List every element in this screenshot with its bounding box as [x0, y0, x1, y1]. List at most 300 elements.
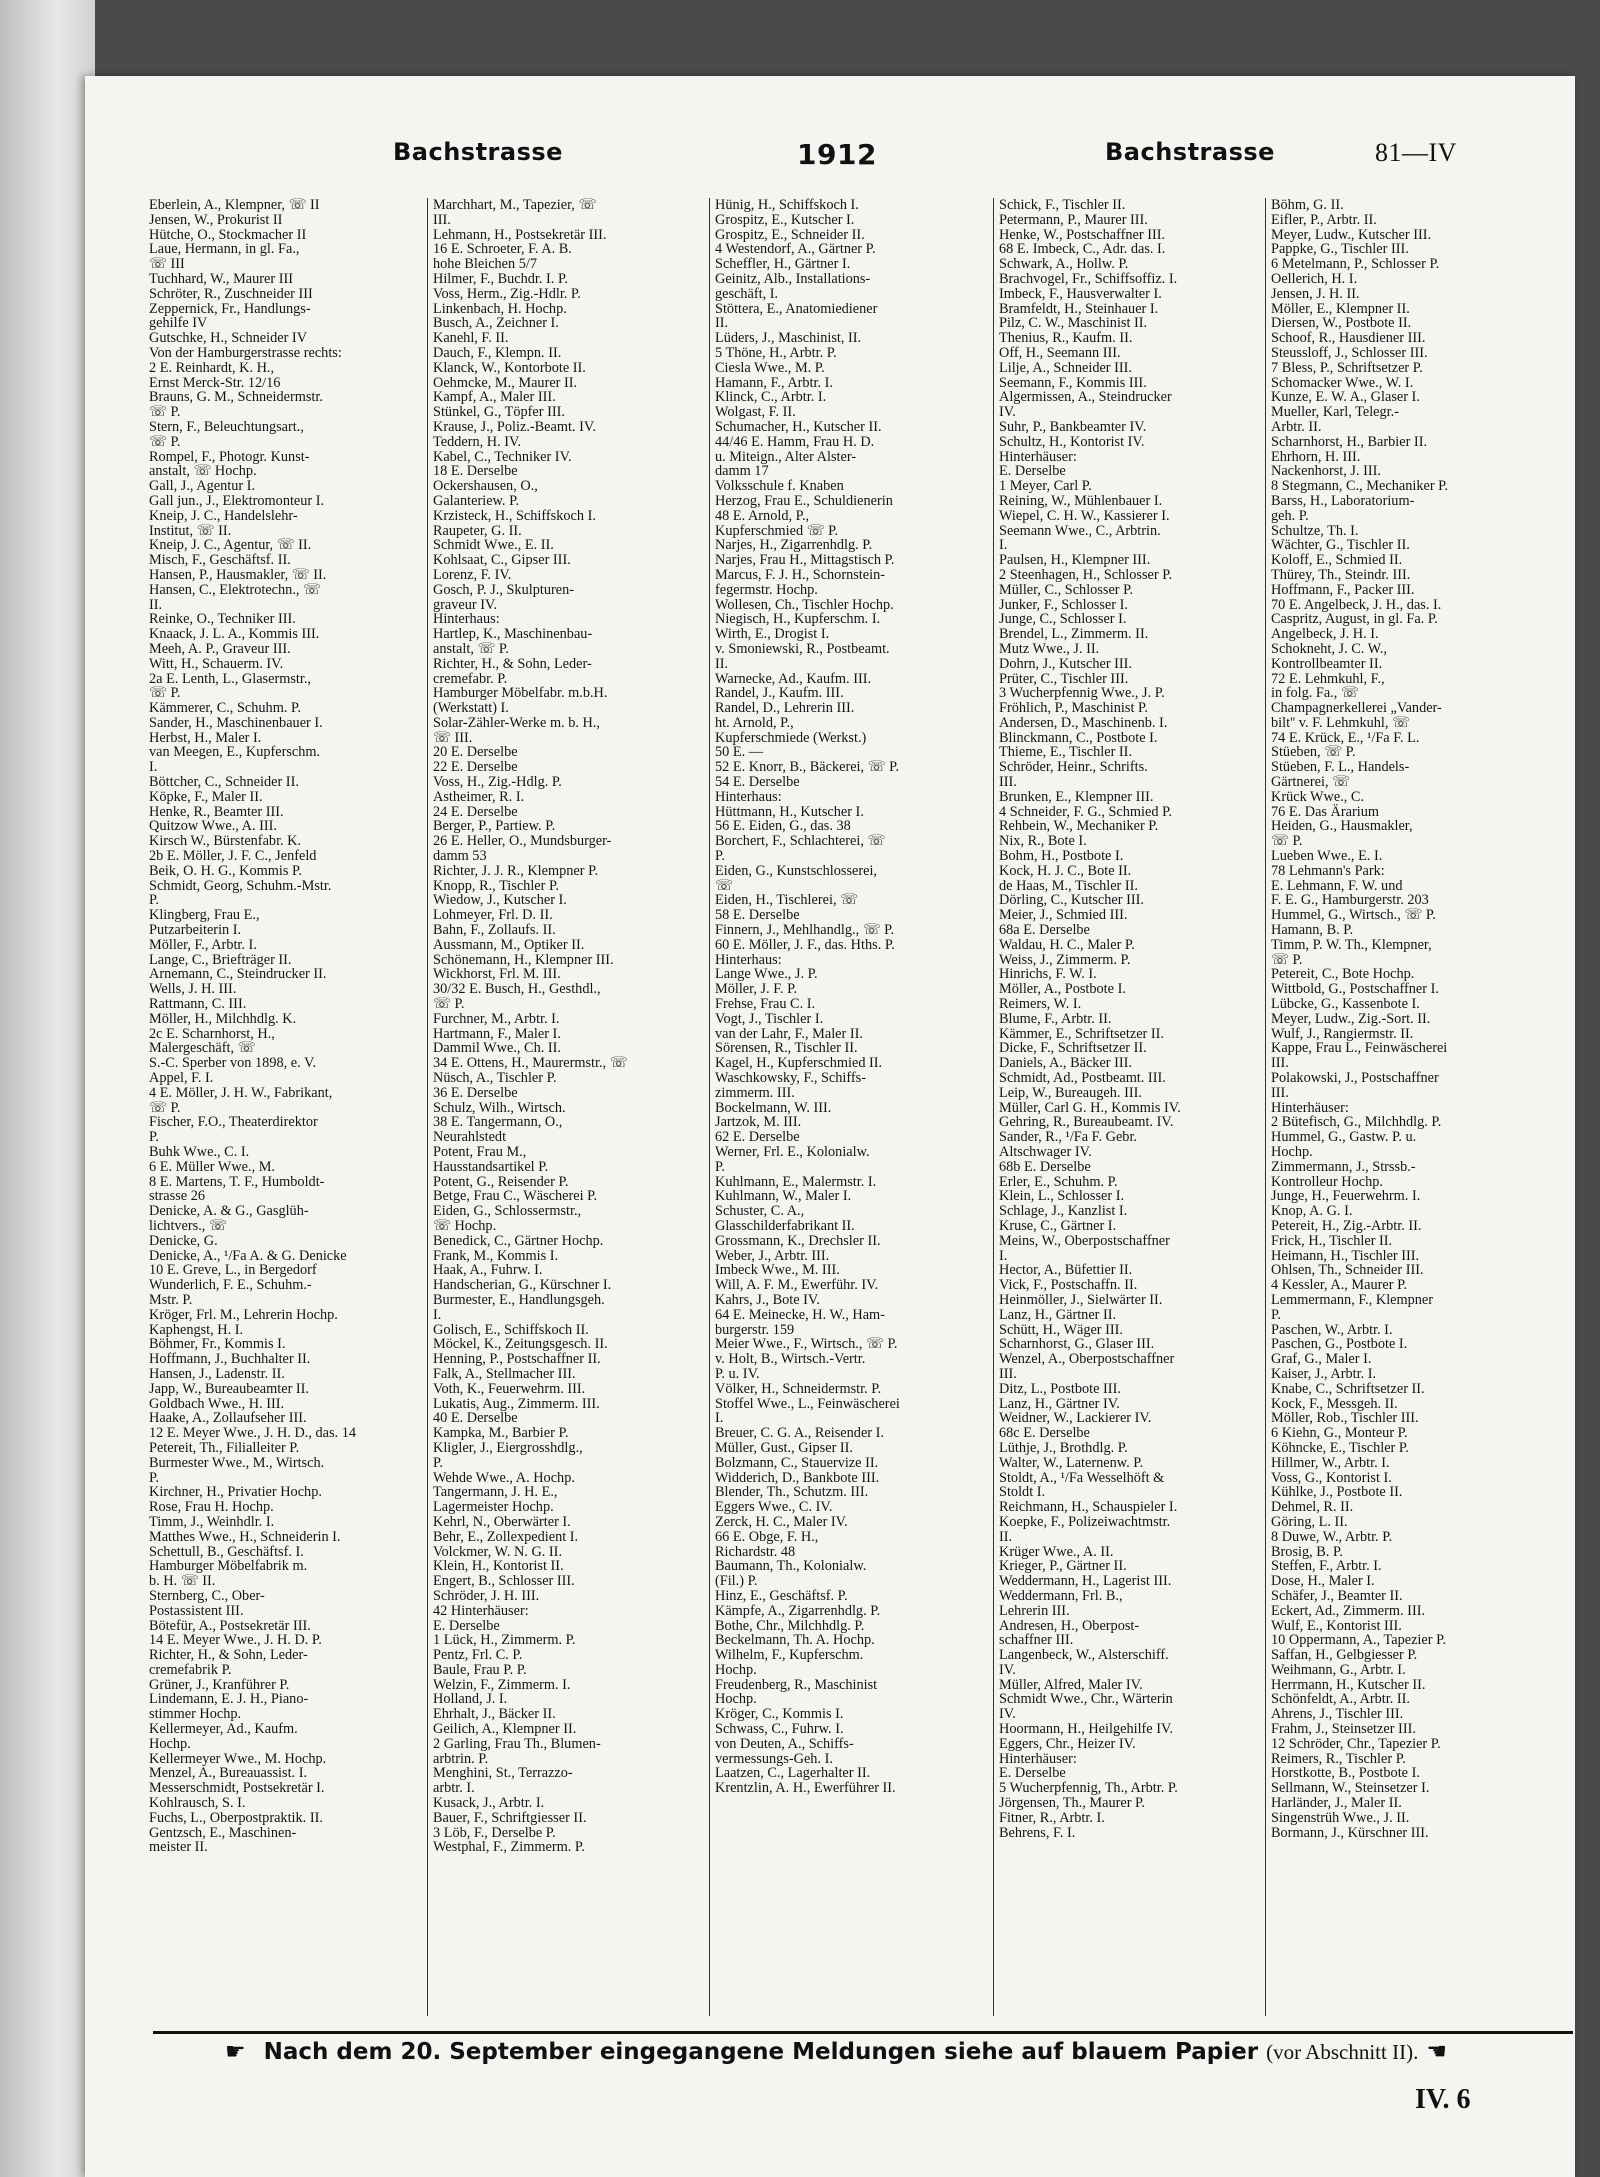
directory-entry: 72 E. Lehmkuhl, F., [1271, 670, 1385, 687]
directory-entry: Kahrs, J., Bote IV. [715, 1291, 820, 1308]
directory-entry: lichtvers., ☏ [149, 1217, 227, 1234]
directory-entry: ☏ III. [433, 729, 473, 746]
directory-entry: Randel, D., Lehrerin III. [715, 700, 855, 717]
directory-entry: Zerck, H. C., Maler IV. [715, 1513, 848, 1530]
directory-entry: Kontrollbeamter II. [1271, 655, 1383, 672]
directory-entry: Schultze, Th. I. [1271, 522, 1359, 539]
directory-entry: 20 E. Derselbe [433, 744, 518, 761]
directory-entry: Petereit, C., Bote Hochp. [1271, 966, 1415, 983]
directory-entry: Zeppernick, Fr., Handlungs- [149, 300, 311, 317]
directory-entry: E. Derselbe [433, 1617, 500, 1634]
directory-entry: Frahm, J., Steinsetzer III. [1271, 1721, 1416, 1738]
directory-entry: Kabel, C., Techniker IV. [433, 448, 572, 465]
directory-entry: Gärtnerei, ☏ [1271, 774, 1351, 791]
directory-entry: Bahn, F., Zollaufs. II. [433, 922, 556, 939]
directory-entry: Krause, J., Poliz.-Beamt. IV. [433, 418, 596, 435]
directory-entry: Arbtr. II. [1271, 418, 1322, 435]
directory-entry: I. [999, 537, 1008, 554]
directory-entry: Weiss, J., Zimmerm. P. [999, 951, 1131, 968]
directory-entry: Schomacker Wwe., W. I. [1271, 374, 1414, 391]
directory-entry: Kunze, E. W. A., Glaser I. [1271, 389, 1420, 406]
directory-entry: 2 Garling, Frau Th., Blumen- [433, 1735, 601, 1752]
directory-entry: Lange, C., Briefträger II. [149, 951, 292, 968]
directory-entry: Seemann, F., Kommis III. [999, 374, 1147, 391]
directory-entry: Denicke, G. [149, 1232, 218, 1249]
directory-entry: Dicke, F., Schriftsetzer II. [999, 1040, 1147, 1057]
directory-entry: Schröter, R., Zuschneider III [149, 285, 313, 302]
directory-entry: Jensen, J. H. II. [1271, 285, 1360, 302]
directory-entry: Dehmel, R. II. [1271, 1499, 1354, 1516]
directory-entry: Bauer, F., Schriftgiesser II. [433, 1809, 587, 1826]
directory-entry: Jartzok, M. III. [715, 1114, 802, 1131]
directory-entry: bilt'' v. F. Lehmkuhl, ☏ [1271, 714, 1410, 731]
directory-entry: Hilmer, F., Buchdr. I. P. [433, 270, 568, 287]
directory-entry: Paulsen, H., Klempner III. [999, 552, 1151, 569]
directory-entry: Stoldt I. [999, 1484, 1046, 1501]
directory-entry: 14 E. Meyer Wwe., J. H. D. P. [149, 1632, 322, 1649]
directory-entry: Fitner, R., Arbtr. I. [999, 1809, 1105, 1826]
directory-entry: 2b E. Möller, J. F. C., Jenfeld [149, 848, 317, 865]
directory-entry: cremefabrik P. [149, 1661, 232, 1678]
directory-entry: Junge, C., Schlosser I. [999, 611, 1127, 628]
directory-entry: Sander, H., Maschinenbauer I. [149, 714, 323, 731]
directory-entry: Fischer, F.O., Theaterdirektor [149, 1114, 318, 1131]
directory-entry: Eckert, Ad., Zimmerm. III. [1271, 1602, 1426, 1619]
directory-entry: 2 Bütefisch, G., Milchhdlg. P. [1271, 1114, 1442, 1131]
directory-entry: ☏ P. [149, 433, 181, 450]
directory-entry: Seemann Wwe., C., Arbtrin. [999, 522, 1161, 539]
directory-entry: Menghini, St., Terrazzo- [433, 1765, 573, 1782]
directory-entry: Erler, E., Schuhm. P. [999, 1173, 1118, 1190]
directory-entry: Eggers, Chr., Heizer IV. [999, 1735, 1136, 1752]
directory-entry: Grospitz, E., Schneider II. [715, 226, 865, 243]
directory-entry: 56 E. Eiden, G., das. 38 [715, 818, 851, 835]
directory-entry: 66 E. Obge, F. H., [715, 1528, 819, 1545]
directory-entry: Hamann, B. P. [1271, 922, 1354, 939]
directory-entry: Andersen, D., Maschinenb. I. [999, 714, 1168, 731]
directory-entry: 70 E. Angelbeck, J. H., das. I. [1271, 596, 1442, 613]
directory-entry: 68c E. Derselbe [999, 1425, 1090, 1442]
directory-entry: Lehrerin III. [999, 1602, 1070, 1619]
directory-entry: Malergeschäft, ☏ [149, 1040, 256, 1057]
directory-entry: arbtr. I. [433, 1780, 475, 1797]
directory-entry: Schokneht, J. C. W., [1271, 640, 1387, 657]
directory-entry: Kupferschmiede (Werkst.) [715, 729, 867, 746]
directory-entry: 2c E. Scharnhorst, H., [149, 1025, 275, 1042]
directory-entry: Reimers, W. I. [999, 996, 1082, 1013]
directory-entry: Schönfeldt, A., Arbtr. II. [1271, 1691, 1410, 1708]
directory-entry: Hartlep, K., Maschinenbau- [433, 626, 593, 643]
directory-entry: Wulf, E., Kontorist III. [1271, 1617, 1402, 1634]
directory-entry: Witt, H., Schauerm. IV. [149, 655, 284, 672]
directory-entry: Klein, L., Schlosser I. [999, 1188, 1125, 1205]
directory-entry: 44/46 E. Hamm, Frau H. D. [715, 433, 875, 450]
directory-entry: Voss, Herm., Zig.-Hdlr. P. [433, 285, 581, 302]
directory-entry: 26 E. Heller, O., Mundsburger- [433, 833, 612, 850]
directory-entry: b. H. ☏ II. [149, 1573, 216, 1590]
directory-entry: Frank, M., Kommis I. [433, 1247, 559, 1264]
directory-entry: Lilje, A., Schneider III. [999, 359, 1132, 376]
directory-entry: (Werkstatt) I. [433, 700, 509, 717]
footer-notice [225, 2039, 1457, 2065]
directory-entry: 3 Wucherpfennig Wwe., J. P. [999, 685, 1165, 702]
directory-entry: meister II. [149, 1839, 208, 1856]
directory-entry: 50 E. — [715, 744, 764, 761]
directory-entry: Knop, A. G. I. [1271, 1203, 1353, 1220]
directory-entry: Dauch, F., Klempn. II. [433, 344, 562, 361]
directory-entry: 68b E. Derselbe [999, 1158, 1091, 1175]
directory-entry: Bothe, Chr., Milchhdlg. P. [715, 1617, 865, 1634]
directory-entry: 68 E. Imbeck, C., Adr. das. I. [999, 241, 1166, 258]
directory-entry: Böttcher, C., Schneider II. [149, 774, 299, 791]
header-street-left: Bachstrasse [393, 138, 563, 166]
directory-entry: Ehrhorn, H. III. [1271, 448, 1361, 465]
directory-entry: II. [149, 596, 163, 613]
directory-entry: Wulf, J., Rangiermstr. II. [1271, 1025, 1414, 1042]
directory-entry: Bockelmann, W. III. [715, 1099, 832, 1116]
directory-entry: Schoof, R., Hausdiener III. [1271, 330, 1426, 347]
directory-entry: Schröder, Heinr., Schrifts. [999, 759, 1148, 776]
directory-entry: Eggers Wwe., C. IV. [715, 1499, 833, 1516]
directory-entry: Kampf, A., Maler III. [433, 389, 556, 406]
directory-entry: 68a E. Derselbe [999, 922, 1090, 939]
directory-entry: Menzel, A., Bureauassist. I. [149, 1765, 308, 1782]
directory-entry: Wächter, G., Tischler II. [1271, 537, 1410, 554]
directory-entry: Busch, A., Zeichner I. [433, 315, 559, 332]
directory-entry: Schultz, H., Kontorist IV. [999, 433, 1145, 450]
directory-entry: II. [715, 655, 729, 672]
directory-entry: Reining, W., Mühlenbauer I. [999, 492, 1163, 509]
directory-entry: Haake, A., Zollaufseher III. [149, 1410, 307, 1427]
directory-entry: ☏ [715, 877, 733, 894]
directory-entry: Herrmann, H., Kutscher II. [1271, 1676, 1426, 1693]
directory-entry: 22 E. Derselbe [433, 759, 518, 776]
directory-entry: Grüner, J., Kranführer P. [149, 1676, 290, 1693]
directory-entry: 5 Wucherpfennig, Th., Arbtr. P. [999, 1780, 1178, 1797]
directory-entry: 16 E. Schroeter, F. A. B. [433, 241, 572, 258]
directory-entry: Dammil Wwe., Ch. II. [433, 1040, 561, 1057]
directory-entry: Nüsch, A., Tischler P. [433, 1070, 557, 1087]
directory-entry: Klinck, C., Arbtr. I. [715, 389, 827, 406]
footer-notice-text: Nach dem 20. September eingegangene Meldungen siehe auf blauem Papier [263, 2039, 1259, 2065]
directory-entry: Arnemann, C., Steindrucker II. [149, 966, 327, 983]
directory-entry: ☏ P. [1271, 833, 1303, 850]
directory-entry: P. [433, 1454, 443, 1471]
directory-entry: Marcus, F. J. H., Schornstein- [715, 566, 886, 583]
scan-left-edge [0, 0, 95, 2177]
directory-entry: Caspritz, August, in gl. Fa. P. [1271, 611, 1438, 628]
directory-entry: Henke, W., Postschaffner III. [999, 226, 1166, 243]
directory-entry: Raupeter, G. II. [433, 522, 522, 539]
directory-entry: Eberlein, A., Klempner, ☏ II [149, 198, 320, 213]
directory-entry: Denicke, A., ¹/Fa A. & G. Denicke [149, 1247, 347, 1264]
directory-entry: Henning, P., Postschaffner II. [433, 1351, 601, 1368]
directory-entry: Ockershausen, O., [433, 478, 538, 495]
directory-entry: Müller, Carl G. H., Kommis IV. [999, 1099, 1181, 1116]
directory-entry: (Fil.) P. [715, 1573, 758, 1590]
directory-entry: Stoffel Wwe., L., Feinwäscherei [715, 1395, 900, 1412]
directory-entry: Kröger, C., Kommis I. [715, 1706, 844, 1723]
directory-entry: Tangermann, J. H. E., [433, 1484, 558, 1501]
directory-entry: Thieme, E., Tischler II. [999, 744, 1133, 761]
directory-entry: anstalt, ☏ Hochp. [149, 463, 257, 480]
directory-entry: Köpke, F., Maler II. [149, 788, 263, 805]
directory-entry: Geilich, A., Klempner II. [433, 1721, 577, 1738]
directory-entry: III. [433, 211, 451, 228]
directory-entry: Warnecke, Ad., Kaufm. III. [715, 670, 872, 687]
directory-entry: E. Derselbe [999, 1765, 1066, 1782]
directory-entry: Kohlsaat, C., Gipser III. [433, 552, 571, 569]
directory-entry: Krentzlin, A. H., Ewerführer II. [715, 1780, 896, 1797]
directory-entry: Wiedow, J., Kutscher I. [433, 892, 567, 909]
directory-entry: Bolzmann, C., Stauervize II. [715, 1454, 879, 1471]
directory-entry: Frehse, Frau C. I. [715, 996, 816, 1013]
directory-entry: Eiden, G., Schlossermstr., [433, 1203, 582, 1220]
directory-entry: Kappe, Frau L., Feinwäscherei [1271, 1040, 1448, 1057]
directory-entry: 36 E. Derselbe [433, 1084, 518, 1101]
directory-entry: Lorenz, F. IV. [433, 566, 512, 583]
directory-entry: Imbeck Wwe., M. III. [715, 1262, 840, 1279]
directory-entry: IV. [999, 1706, 1016, 1723]
directory-entry: Brauns, G. M., Schneidermstr. [149, 389, 323, 406]
directory-entry: Fröhlich, P., Maschinist P. [999, 700, 1148, 717]
directory-entry: Meier Wwe., F., Wirtsch., ☏ P. [715, 1336, 898, 1353]
directory-entry: ☏ P. [149, 404, 181, 421]
directory-entry: Scharnhorst, G., Glaser III. [999, 1336, 1155, 1353]
directory-entry: Von der Hamburgerstrasse rechts: [149, 344, 342, 361]
directory-entry: Kock, H. J. C., Bote II. [999, 862, 1132, 879]
directory-entry: Hinterhaus: [433, 611, 500, 628]
directory-entry: Bramfeldt, H., Steinhauer I. [999, 300, 1159, 317]
directory-entry: Weddermann, Frl. B., [999, 1587, 1123, 1604]
directory-entry: Off, H., Seemann III. [999, 344, 1121, 361]
directory-entry: Sander, R., ¹/Fa F. Gebr. [999, 1129, 1137, 1146]
directory-entry: Kaphengst, H. I. [149, 1321, 244, 1338]
directory-entry: Lueben Wwe., E. I. [1271, 848, 1383, 865]
directory-entry: Kühlke, J., Postbote II. [1271, 1484, 1403, 1501]
directory-entry: Kneip, J. C., Handelslehr- [149, 507, 298, 524]
directory-entry: Heinmöller, J., Sielwärter II. [999, 1291, 1163, 1308]
directory-entry: Leip, W., Bureaugeh. III. [999, 1084, 1142, 1101]
directory-entry: Laatzen, C., Lagerhalter II. [715, 1765, 871, 1782]
directory-entry: Gentzsch, E., Maschinen- [149, 1824, 297, 1841]
directory-entry: gehilfe IV [149, 315, 208, 332]
directory-entry: Mutz Wwe., J. II. [999, 640, 1100, 657]
directory-entry: Reimers, R., Tischler P. [1271, 1750, 1406, 1767]
directory-entry: Hünig, H., Schiffskoch I. [715, 198, 859, 213]
directory-entry: Lanz, H., Gärtner IV. [999, 1395, 1120, 1412]
directory-entry: Reichmann, H., Schauspieler I. [999, 1499, 1178, 1516]
directory-entry: Algermissen, A., Steindrucker [999, 389, 1172, 406]
directory-entry: Henke, R., Beamter III. [149, 803, 284, 820]
directory-entry: Thenius, R., Kaufm. II. [999, 330, 1133, 347]
directory-entry: Waldau, H. C., Maler P. [999, 936, 1135, 953]
directory-entry: Gehring, R., Bureaubeamt. IV. [999, 1114, 1174, 1131]
directory-entry: 64 E. Meinecke, H. W., Ham- [715, 1306, 885, 1323]
directory-entry: 18 E. Derselbe [433, 463, 518, 480]
directory-entry: I. [433, 1306, 442, 1323]
directory-entry: Lagermeister Hochp. [433, 1499, 554, 1516]
directory-entry: ☏ P. [1271, 951, 1303, 968]
directory-entry: Buhk Wwe., C. I. [149, 1144, 250, 1160]
directory-entry: Denicke, A. & G., Gasglüh- [149, 1203, 309, 1220]
directory-entry: I. [999, 1247, 1008, 1264]
directory-entry: Vogt, J., Tischler I. [715, 1010, 824, 1027]
directory-entry: Finnern, J., Mehlhandlg., ☏ P. [715, 922, 895, 939]
directory-entry: Japp, W., Bureaubeamter II. [149, 1380, 309, 1397]
directory-entry: Bormann, J., Kürschner III. [1271, 1824, 1429, 1841]
directory-entry: Ohlsen, Th., Schneider III. [1271, 1262, 1424, 1279]
directory-entry: Bohm, H., Postbote I. [999, 848, 1124, 865]
directory-entry: Will, A. F. M., Ewerführ. IV. [715, 1277, 879, 1294]
directory-entry: Zimmermann, J., Strssb.- [1271, 1158, 1416, 1175]
directory-entry: Hansen, C., Elektrotechn., ☏ [149, 581, 321, 598]
directory-entry: Richter, H., & Sohn, Leder- [149, 1647, 308, 1664]
directory-entry: Ahrens, J., Tischler III. [1271, 1706, 1404, 1723]
directory-entry: Singenstrüh Wwe., J. II. [1271, 1809, 1410, 1826]
directory-entry: Blender, Th., Schutzm. III. [715, 1484, 869, 1501]
directory-entry: Schmidt Wwe., E. II. [433, 537, 554, 554]
directory-entry: Klingberg, Frau E., [149, 907, 260, 924]
directory-entry: Wolgast, F. II. [715, 404, 796, 421]
directory-entry: Wehde Wwe., A. Hochp. [433, 1469, 575, 1486]
directory-entry: Blume, F., Arbtr. II. [999, 1010, 1112, 1027]
directory-entry: v. Holt, B., Wirtsch.-Vertr. [715, 1351, 866, 1368]
directory-entry: Petereit, H., Zig.-Arbtr. II. [1271, 1217, 1422, 1234]
directory-entry: Petermann, P., Maurer III. [999, 211, 1148, 228]
directory-entry: arbtrin. P. [433, 1750, 489, 1767]
directory-entry: 40 E. Derselbe [433, 1410, 518, 1427]
directory-entry: 6 E. Müller Wwe., M. [149, 1158, 276, 1175]
directory-entry: Schönemann, H., Klempner III. [433, 951, 614, 968]
directory-entry: Waschkowsky, F., Schiffs- [715, 1070, 866, 1087]
directory-entry: Mstr. P. [149, 1291, 193, 1308]
directory-entry: 30/32 E. Busch, H., Gesthdl., [433, 981, 601, 998]
directory-entry: Thürey, Th., Steindr. III. [1271, 566, 1411, 583]
directory-entry: 42 Hinterhäuser: [433, 1602, 529, 1619]
directory-entry: Meyer, Ludw., Zig.-Sort. II. [1271, 1010, 1431, 1027]
directory-entry: III. [1271, 1055, 1289, 1072]
directory-entry: Harländer, J., Maler II. [1271, 1795, 1402, 1812]
directory-entry: 38 E. Tangermann, O., [433, 1114, 563, 1131]
directory-entry: Sörensen, R., Tischler II. [715, 1040, 858, 1057]
directory-entry: Blinckmann, C., Postbote I. [999, 729, 1158, 746]
directory-entry: Eiden, H., Tischlerei, ☏ [715, 892, 858, 909]
directory-entry: Eiden, G., Kunstschlosserei, [715, 862, 878, 879]
directory-entry: Hillmer, W., Arbtr. I. [1271, 1454, 1390, 1471]
directory-entry: Kämpfe, A., Zigarrenhdlg. P. [715, 1602, 881, 1619]
directory-entry: III. [999, 774, 1017, 791]
directory-entry: Westphal, F., Zimmerm. P. [433, 1839, 585, 1856]
directory-entry: Hausstandsartikel P. [433, 1158, 549, 1175]
directory-entry: Möckel, K., Zeitungsgesch. II. [433, 1336, 608, 1353]
directory-entry: Hamann, F., Arbtr. I. [715, 374, 833, 391]
directory-entry: schaffner III. [999, 1632, 1074, 1649]
directory-entry: Dohrn, J., Kutscher III. [999, 655, 1133, 672]
directory-entry: Rompel, F., Photogr. Kunst- [149, 448, 310, 465]
directory-entry: Hinterhaus: [715, 951, 782, 968]
directory-entry: Hummel, G., Gastw. P. u. [1271, 1129, 1417, 1146]
directory-entry: Möller, F., Arbtr. I. [149, 936, 257, 953]
directory-entry: 10 Oppermann, A., Tapezier P. [1271, 1632, 1447, 1649]
directory-entry: Schumacher, H., Kutscher II. [715, 418, 882, 435]
directory-entry: 2a E. Lenth, L., Glasermstr., [149, 670, 311, 687]
directory-entry: Schmidt, Ad., Postbeamt. III. [999, 1070, 1166, 1087]
directory-entry: Jörgensen, Th., Maurer P. [999, 1795, 1145, 1812]
directory-entry: Galanteriew. P. [433, 492, 520, 509]
directory-entry: Hochp. [149, 1735, 191, 1752]
directory-entry: Lindemann, E. J. H., Piano- [149, 1691, 309, 1708]
directory-entry: I. [715, 1410, 724, 1427]
directory-entry: Hinterhäuser: [999, 448, 1077, 465]
directory-entry: Stünkel, G., Töpfer III. [433, 404, 565, 421]
directory-entry: Dose, H., Maler I. [1271, 1573, 1375, 1590]
directory-entry: Hinterhaus: [715, 788, 782, 805]
directory-entry: Müller, C., Schlosser P. [999, 581, 1134, 598]
directory-entry: Müller, Alfred, Maler IV. [999, 1676, 1143, 1693]
directory-entry: Tuchhard, W., Maurer III [149, 270, 294, 287]
directory-entry: Wells, J. H. III. [149, 981, 237, 998]
directory-entry: Stoldt, A., ¹/Fa Wesselhöft & [999, 1469, 1165, 1486]
directory-entry: Klein, H., Kontorist II. [433, 1558, 564, 1575]
directory-entry: Richter, H., & Sohn, Leder- [433, 655, 592, 672]
directory-entry: Jensen, W., Prokurist II [149, 211, 283, 228]
directory-entry: Möller, E., Klempner II. [1271, 300, 1410, 317]
directory-entry: Benedick, C., Gärtner Hochp. [433, 1232, 604, 1249]
directory-entry: Lanz, H., Gärtner II. [999, 1306, 1117, 1323]
directory-entry: Schettull, B., Geschäftsf. I. [149, 1543, 304, 1560]
directory-entry: Lehmann, H., Postsekretär III. [433, 226, 607, 243]
directory-entry: Beik, O. H. G., Kommis P. [149, 862, 302, 879]
directory-entry: Lemmermann, F., Klempner [1271, 1291, 1434, 1308]
directory-entry: Voss, G., Kontorist I. [1271, 1469, 1392, 1486]
directory-entry: ht. Arnold, P., [715, 714, 794, 731]
directory-entry: Kupferschmied ☏ P. [715, 522, 839, 539]
directory-entry: Ernst Merck-Str. 12/16 [149, 374, 281, 391]
directory-entry: P. [149, 1129, 159, 1146]
directory-entry: Linkenbach, H. Hochp. [433, 300, 567, 317]
directory-entry: Nix, R., Bote I. [999, 833, 1087, 850]
directory-entry: vermessungs-Geh. I. [715, 1750, 833, 1767]
directory-entry: Bötefür, A., Postsekretär III. [149, 1617, 311, 1634]
directory-entry: de Haas, M., Tischler II. [999, 877, 1138, 894]
directory-entry: Potent, G., Reisender P. [433, 1173, 569, 1190]
directory-entry: 34 E. Ottens, H., Maurermstr., ☏ [433, 1055, 628, 1072]
directory-entry: Glasschilderfabrikant II. [715, 1217, 855, 1234]
directory-entry: Andresen, H., Oberpost- [999, 1617, 1140, 1634]
directory-entry: P. [149, 1469, 159, 1486]
directory-entry: F. E. G., Hamburgerstr. 203 [1271, 892, 1429, 909]
directory-entry: u. Miteign., Alter Alster- [715, 448, 857, 465]
directory-entry: Hinz, E., Geschäftsf. P. [715, 1587, 848, 1604]
directory-entry: Wirth, E., Drogist I. [715, 626, 830, 643]
directory-entry: 4 Kessler, A., Maurer P. [1271, 1277, 1408, 1294]
directory-entry: Müller, Gust., Gipser II. [715, 1439, 854, 1456]
directory-entry: Schick, F., Tischler II. [999, 198, 1126, 213]
directory-entry: Koloff, E., Schmied II. [1271, 552, 1403, 569]
directory-entry: Kaiser, J., Arbtr. I. [1271, 1365, 1377, 1382]
directory-entry: Gall, J., Agentur I. [149, 478, 256, 495]
directory-entry: Hector, A., Büfettier II. [999, 1262, 1133, 1279]
directory-entry: Hartmann, F., Maler I. [433, 1025, 561, 1042]
directory-entry: Matthes Wwe., H., Schneiderin I. [149, 1528, 341, 1545]
directory-entry: Möller, Rob., Tischler III. [1271, 1410, 1419, 1427]
directory-entry: Timm, J., Weinhdlr. I. [149, 1513, 275, 1530]
directory-entry: Herbst, H., Maler I. [149, 729, 262, 746]
directory-entry: Möller, J. F. P. [715, 981, 798, 998]
directory-entry: P. [715, 848, 725, 865]
directory-entry: Rehbein, W., Mechaniker P. [999, 818, 1159, 835]
